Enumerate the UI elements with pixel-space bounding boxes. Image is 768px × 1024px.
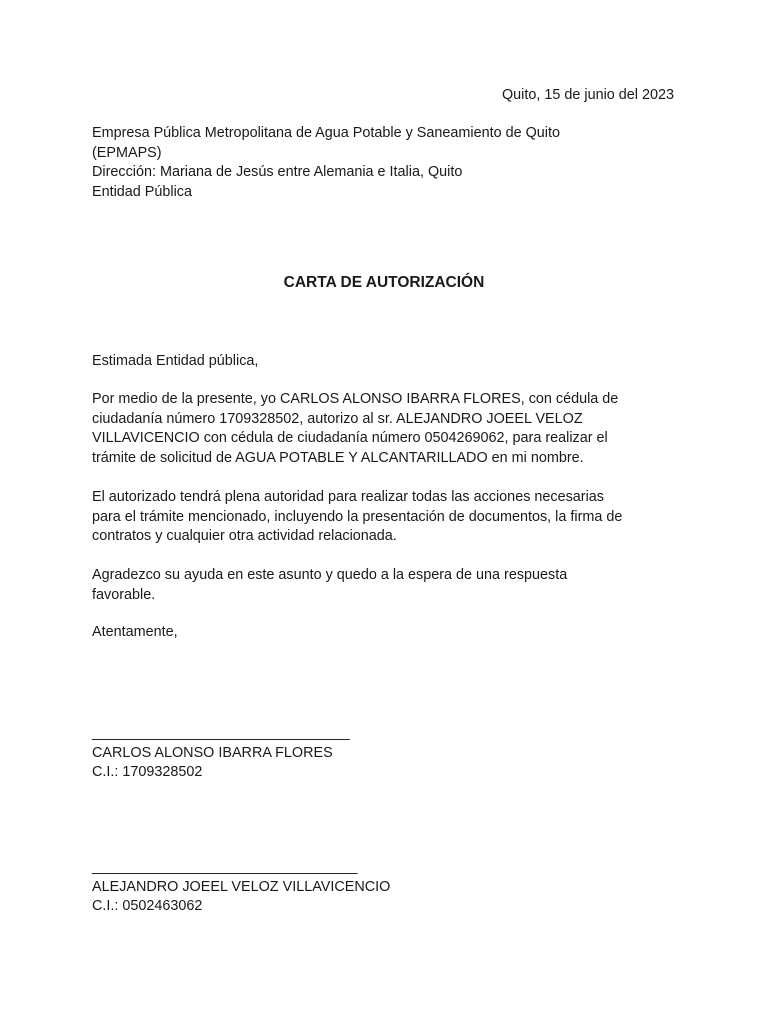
paragraph-line: El autorizado tendrá plena autoridad para realizar todas las acciones necesarias — [92, 489, 604, 505]
letter-date: Quito, 15 de junio del 2023 — [501, 87, 674, 103]
letter-closing — [92, 623, 682, 643]
greeting-text: Estimada Entidad pública, — [92, 353, 259, 369]
signature-line: _________________________________ — [92, 725, 350, 741]
paragraph-line: para el trámite mencionado, incluyendo la presentación de documentos, la firma de — [92, 508, 623, 525]
paragraph-line: favorable. — [92, 586, 156, 603]
recipient-line: Empresa Pública Metropolitana de Agua Potable y Saneamiento de Quito — [92, 125, 560, 141]
paragraph-authorization — [92, 390, 682, 468]
signer-id: C.I.: 0502463062 — [92, 898, 203, 915]
closing-text: Atentamente, — [92, 624, 178, 640]
signature-line: __________________________________ — [92, 859, 358, 875]
recipient-line: (EPMAPS) — [92, 144, 162, 161]
paragraph-line: ciudadanía número 1709328502, autorizo al sr. ALEJANDRO JOEEL VELOZ — [92, 410, 583, 427]
recipient-address — [92, 124, 692, 202]
signer-id: C.I.: 1709328502 — [92, 764, 203, 781]
paragraph-line: Agradezco su ayuda en este asunto y quedo a la espera de una respuesta — [92, 567, 568, 583]
recipient-line: Dirección: Mariana de Jesús entre Alemania e Italia, Quito — [92, 164, 463, 181]
letter-greeting — [92, 352, 682, 372]
paragraph-authority — [92, 488, 682, 547]
paragraph-line: contratos y cualquier otra actividad relacionada. — [92, 528, 397, 545]
paragraph-line: VILLAVICENCIO con cédula de ciudadanía número 0504269062, para realizar el — [92, 430, 608, 447]
paragraph-thanks — [92, 566, 682, 605]
signer-name: ALEJANDRO JOEEL VELOZ VILLAVICENCIO — [92, 878, 391, 895]
paragraph-line: trámite de solicitud de AGUA POTABLE Y ALCANTARILLADO en mi nombre. — [92, 449, 584, 466]
recipient-line: Entidad Pública — [92, 183, 193, 200]
signature-block-authorized — [92, 858, 682, 917]
paragraph-line: Por medio de la presente, yo CARLOS ALONSO IBARRA FLORES, con cédula de — [92, 391, 619, 407]
letter-title: CARTA DE AUTORIZACIÓN — [283, 274, 485, 291]
signature-block-grantor — [92, 724, 682, 783]
signer-name: CARLOS ALONSO IBARRA FLORES — [92, 744, 333, 761]
